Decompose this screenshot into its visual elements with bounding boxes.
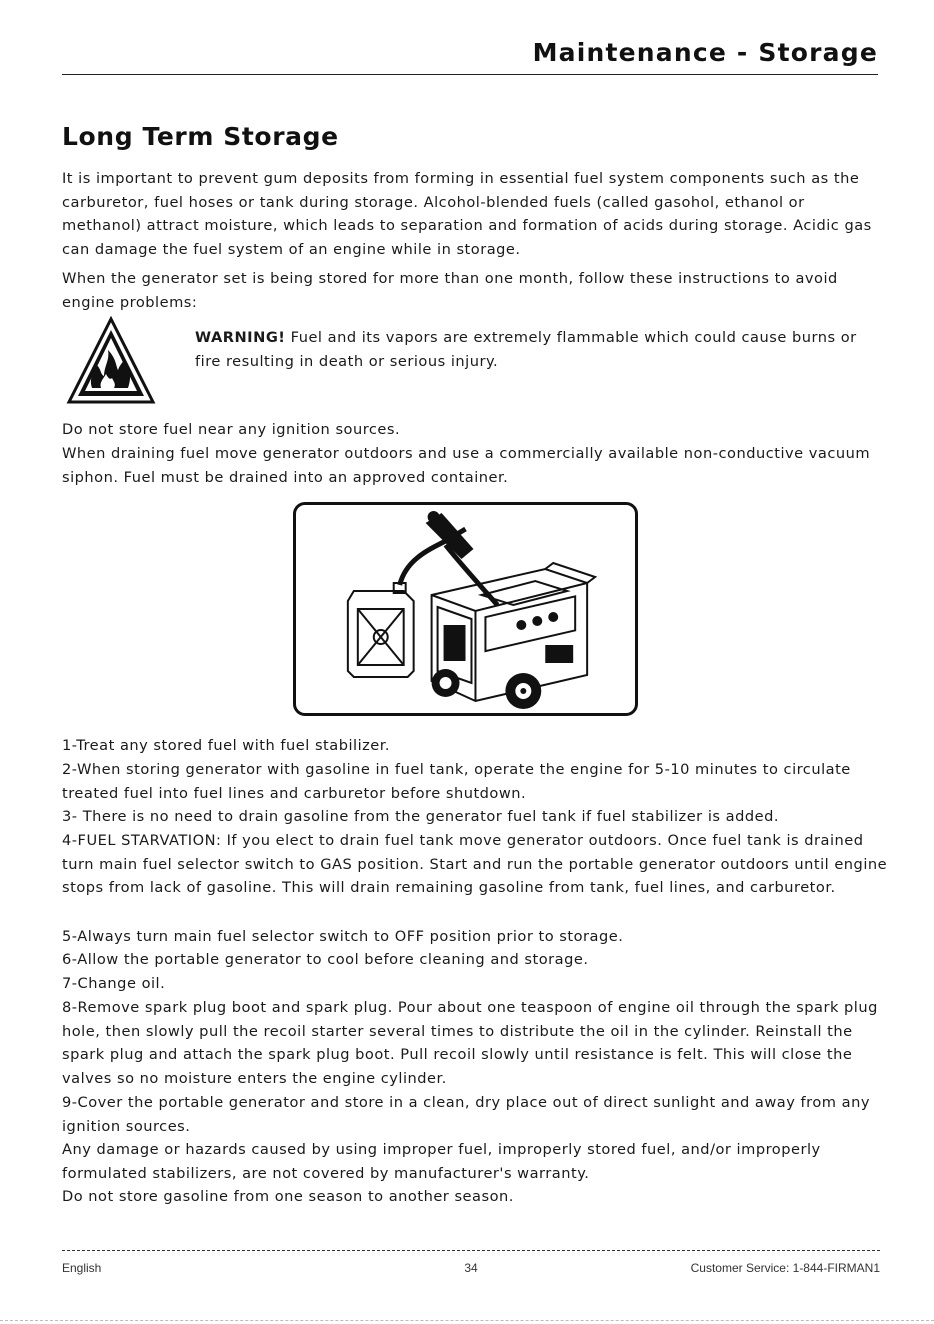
fire-hazard-warning-icon bbox=[66, 316, 156, 408]
section-title: Long Term Storage bbox=[62, 122, 339, 151]
seasonal-storage-note: Do not store gasoline from one season to another season. bbox=[62, 1188, 514, 1205]
warranty-note: Any damage or hazards caused by using improper fuel, improperly stored fuel, and/or improperly formulated stabilizers, are not covered by manufacturer's warranty. bbox=[62, 1141, 821, 1182]
step-6: 6-Allow the portable generator to cool before cleaning and storage. bbox=[62, 951, 589, 968]
ignition-note: Do not store fuel near any ignition sources. bbox=[62, 421, 401, 438]
draining-note: When draining fuel move generator outdoors and use a commercially available non-conductive vacuum siphon. Fuel must be drained into an approved container. bbox=[62, 445, 871, 486]
footer-language: English bbox=[62, 1261, 102, 1275]
intro-paragraph: It is important to prevent gum deposits from forming in essential fuel system components such as the carburetor, fuel hoses or tank during storage. Alcohol-blended fuels (called gasohol, ethanol or methanol) attract moisture, which leads to separation and formation of acids during storage. Acidic gas can damage the fuel system of an engine while in storage. bbox=[62, 170, 872, 258]
step-9: 9-Cover the portable generator and store in a clean, dry place out of direct sunlight and away from any ignition sources. bbox=[62, 1094, 870, 1135]
page-number: 34 bbox=[464, 1261, 478, 1275]
step-1: 1-Treat any stored fuel with fuel stabilizer. bbox=[62, 737, 391, 754]
step-3: 3- There is no need to drain gasoline from the generator fuel tank if fuel stabilizer is added. bbox=[62, 808, 779, 825]
customer-service-number: Customer Service: 1-844-FIRMAN1 bbox=[690, 1261, 880, 1275]
step-7: 7-Change oil. bbox=[62, 975, 166, 992]
warning-body: Fuel and its vapors are extremely flammable which could cause burns or fire resulting in death or serious injury. bbox=[195, 329, 857, 370]
page-edge-rule bbox=[0, 1320, 934, 1321]
step-5: 5-Always turn main fuel selector switch to OFF position prior to storage. bbox=[62, 928, 624, 945]
warning-label: WARNING! bbox=[195, 329, 286, 346]
page-footer bbox=[62, 1250, 880, 1281]
fuel-siphon-generator-illustration bbox=[293, 502, 638, 716]
page-title: Maintenance - Storage bbox=[532, 38, 878, 67]
step-2: 2-When storing generator with gasoline in fuel tank, operate the engine for 5-10 minutes to circulate treated fuel into fuel lines and carburetor before shutdown. bbox=[62, 761, 851, 802]
warning-message bbox=[195, 326, 884, 373]
step-8: 8-Remove spark plug boot and spark plug. Pour about one teaspoon of engine oil through the spark plug hole, then slowly pull the recoil starter several times to distribute the oil in the cylinder. Reinstall the spark plug and attach the spark plug boot. Pull recoil slowly until resistance is felt. This will close the valves so no moisture enters the engine cylinder. bbox=[62, 999, 878, 1087]
step-4: 4-FUEL STARVATION: If you elect to drain fuel tank move generator outdoors. Once fuel tank is drained turn main fuel selector switch to GAS position. Start and run the portable generator outdoors until engine stops from lack of gasoline. This will drain remaining gasoline from tank, fuel lines, and carburetor. bbox=[62, 832, 888, 896]
storage-instructions-paragraph: When the generator set is being stored for more than one month, follow these instructions to avoid engine problems: bbox=[62, 270, 838, 311]
page-header bbox=[62, 36, 878, 75]
